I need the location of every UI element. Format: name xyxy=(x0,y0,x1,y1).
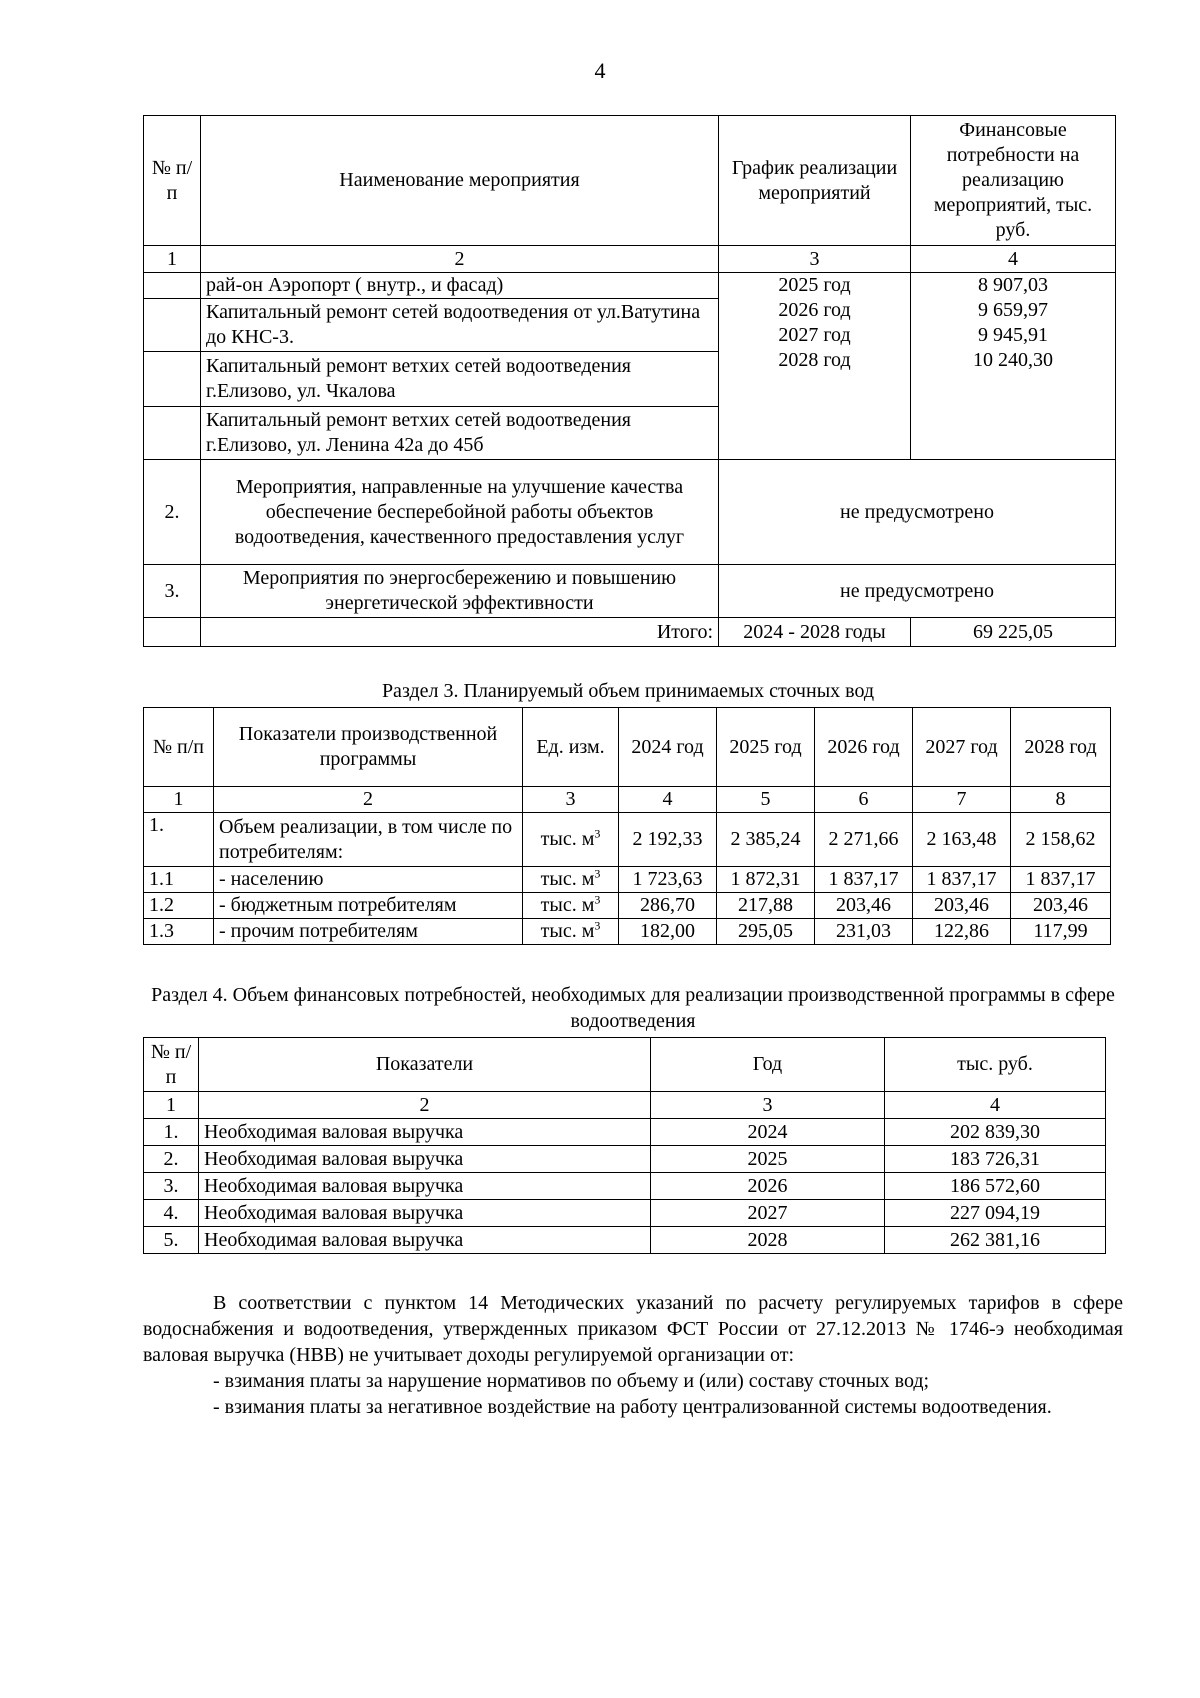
section4-caption: Раздел 4. Объем финансовых потребностей, необходимых для реализации производственной программы в сфере водоотведения xyxy=(151,984,1115,1032)
unit-label: тыс. м xyxy=(540,894,595,916)
indicator-name: - бюджетным потребителям xyxy=(214,893,523,919)
indicator-name: Необходимая валовая выручка xyxy=(199,1200,651,1227)
column-header: Наименование мероприятия xyxy=(201,116,719,246)
indicator-name: Объем реализации, в том числе по потребителям: xyxy=(214,813,523,867)
header-row xyxy=(144,708,1111,787)
wastewater-volume-table xyxy=(143,707,1111,945)
section-row xyxy=(144,460,1116,565)
column-number: 3 xyxy=(719,246,911,273)
financial-needs-table xyxy=(143,1037,1106,1254)
column-header: Год xyxy=(651,1038,885,1092)
column-number: 6 xyxy=(815,787,913,813)
indicator-name: - прочим потребителям xyxy=(214,919,523,945)
section-row xyxy=(144,565,1116,618)
volume-value: 2 385,24 xyxy=(717,813,815,867)
year-cell: 2027 xyxy=(651,1200,885,1227)
note-bullet: - взимания платы за негативное воздействие на работу централизованной системы водоотведения. xyxy=(213,1396,1052,1418)
row-number xyxy=(144,618,201,647)
column-number: 4 xyxy=(619,787,717,813)
not-provided-cell: не предусмотрено xyxy=(719,565,1116,618)
unit-exponent: 3 xyxy=(594,866,601,881)
note-bullet: - взимания платы за нарушение нормативов по объему и (или) составу сточных вод; xyxy=(213,1370,930,1392)
unit-cell xyxy=(523,919,619,945)
row-number: 2. xyxy=(144,1146,199,1173)
activity-name: рай-он Аэропорт ( внутр., и фасад) xyxy=(201,273,719,299)
indicator-name: - населению xyxy=(214,867,523,893)
volume-value: 203,46 xyxy=(913,893,1011,919)
volume-value: 203,46 xyxy=(1011,893,1111,919)
column-header: тыс. руб. xyxy=(885,1038,1106,1092)
amount-value: 10 240,30 xyxy=(973,349,1053,371)
volume-row xyxy=(144,919,1111,945)
column-header: № п/п xyxy=(144,1038,199,1092)
unit-exponent: 3 xyxy=(594,892,601,907)
total-label: Итого: xyxy=(201,618,719,647)
unit-exponent: 3 xyxy=(594,826,601,841)
indicator-name: Необходимая валовая выручка xyxy=(199,1173,651,1200)
total-period: 2024 - 2028 годы xyxy=(719,618,911,647)
volume-value: 2 271,66 xyxy=(815,813,913,867)
column-header: 2025 год xyxy=(717,708,815,787)
column-number: 1 xyxy=(144,246,201,273)
row-number: 3. xyxy=(144,1173,199,1200)
indicator-name: Необходимая валовая выручка xyxy=(199,1146,651,1173)
volume-value: 122,86 xyxy=(913,919,1011,945)
header-row xyxy=(144,1038,1106,1092)
revenue-row xyxy=(144,1119,1106,1146)
revenue-row xyxy=(144,1200,1106,1227)
revenue-row xyxy=(144,1173,1106,1200)
column-header: График реализации мероприятий xyxy=(719,116,911,246)
column-header: 2024 год xyxy=(619,708,717,787)
amount-value: 8 907,03 xyxy=(978,274,1048,296)
unit-cell xyxy=(523,813,619,867)
amount-cell: 202 839,30 xyxy=(885,1119,1106,1146)
year-cell: 2028 xyxy=(651,1227,885,1254)
row-number: 1.2 xyxy=(144,893,214,919)
volume-value: 203,46 xyxy=(815,893,913,919)
year-cell: 2025 xyxy=(651,1146,885,1173)
volume-value: 286,70 xyxy=(619,893,717,919)
amount-value: 9 659,97 xyxy=(978,299,1048,321)
volume-value: 182,00 xyxy=(619,919,717,945)
amount-value: 9 945,91 xyxy=(978,324,1048,346)
unit-cell xyxy=(523,867,619,893)
column-header: Финансовые потребности на реализацию мероприятий, тыс. руб. xyxy=(911,116,1116,246)
row-number: 2. xyxy=(144,460,201,565)
volume-value: 1 837,17 xyxy=(815,867,913,893)
year-cell: 2026 xyxy=(651,1173,885,1200)
unit-label: тыс. м xyxy=(540,828,595,850)
amount-cell: 262 381,16 xyxy=(885,1227,1106,1254)
activity-row xyxy=(144,273,1116,299)
activities-table xyxy=(143,115,1116,647)
volume-row xyxy=(144,813,1111,867)
volume-value: 2 192,33 xyxy=(619,813,717,867)
schedule-year: 2028 год xyxy=(778,349,851,371)
column-number-row xyxy=(144,787,1111,813)
indicator-name: Необходимая валовая выручка xyxy=(199,1119,651,1146)
column-number: 2 xyxy=(214,787,523,813)
column-header: Ед. изм. xyxy=(523,708,619,787)
column-number: 1 xyxy=(144,787,214,813)
column-number: 5 xyxy=(717,787,815,813)
unit-cell xyxy=(523,893,619,919)
row-number xyxy=(144,299,201,352)
volume-row xyxy=(144,893,1111,919)
revenue-row xyxy=(144,1146,1106,1173)
schedule-year: 2027 год xyxy=(778,324,851,346)
column-header: 2028 год xyxy=(1011,708,1111,787)
unit-label: тыс. м xyxy=(540,868,595,890)
not-provided-cell: не предусмотрено xyxy=(719,460,1116,565)
unit-label: тыс. м xyxy=(540,920,595,942)
column-header: Показатели производственной программы xyxy=(214,708,523,787)
row-number xyxy=(144,273,201,299)
notes-text xyxy=(143,1290,1123,1420)
indicator-name: Необходимая валовая выручка xyxy=(199,1227,651,1254)
column-number: 3 xyxy=(523,787,619,813)
column-header: № п/п xyxy=(144,708,214,787)
schedule-cell xyxy=(719,273,911,460)
volume-value: 2 158,62 xyxy=(1011,813,1111,867)
column-number: 3 xyxy=(651,1092,885,1119)
activity-name: Капитальный ремонт ветхих сетей водоотведения г.Елизово, ул. Ленина 42а до 45б xyxy=(201,407,719,460)
volume-value: 1 837,17 xyxy=(913,867,1011,893)
amount-cell: 183 726,31 xyxy=(885,1146,1106,1173)
note-paragraph: В соответствии с пунктом 14 Методических указаний по расчету регулируемых тарифов в сфере водоснабжения и водоотведения, утвержденных приказом ФСТ России от 27.12.2013 № 1746-э необходимая валовая выручка (НВВ) не учитывает доходы регулируемой организации от: xyxy=(143,1292,1123,1366)
column-number: 8 xyxy=(1011,787,1111,813)
activity-name: Капитальный ремонт ветхих сетей водоотведения г.Елизово, ул. Чкалова xyxy=(201,352,719,407)
schedule-year: 2025 год xyxy=(778,274,851,296)
row-number: 5. xyxy=(144,1227,199,1254)
row-number: 3. xyxy=(144,565,201,618)
volume-value: 217,88 xyxy=(717,893,815,919)
page-number: 4 xyxy=(594,58,606,83)
volume-value: 1 837,17 xyxy=(1011,867,1111,893)
column-number: 4 xyxy=(885,1092,1106,1119)
volume-row xyxy=(144,867,1111,893)
row-number: 1.1 xyxy=(144,867,214,893)
column-header: 2026 год xyxy=(815,708,913,787)
total-row xyxy=(144,618,1116,647)
row-number xyxy=(144,352,201,407)
year-cell: 2024 xyxy=(651,1119,885,1146)
total-amount: 69 225,05 xyxy=(911,618,1116,647)
row-number xyxy=(144,407,201,460)
amount-cell: 227 094,19 xyxy=(885,1200,1106,1227)
row-number: 1. xyxy=(144,1119,199,1146)
column-number: 2 xyxy=(199,1092,651,1119)
unit-exponent: 3 xyxy=(594,918,601,933)
activity-name: Мероприятия по энергосбережению и повышению энергетической эффективности xyxy=(201,565,719,618)
volume-value: 231,03 xyxy=(815,919,913,945)
activity-name: Капитальный ремонт сетей водоотведения от ул.Ватутина до КНС-3. xyxy=(201,299,719,352)
schedule-year: 2026 год xyxy=(778,299,851,321)
column-number-row xyxy=(144,246,1116,273)
volume-value: 1 723,63 xyxy=(619,867,717,893)
amount-cell: 186 572,60 xyxy=(885,1173,1106,1200)
row-number: 4. xyxy=(144,1200,199,1227)
row-number: 1.3 xyxy=(144,919,214,945)
section3-caption: Раздел 3. Планируемый объем принимаемых сточных вод xyxy=(381,680,875,702)
column-number-row xyxy=(144,1092,1106,1119)
volume-value: 1 872,31 xyxy=(717,867,815,893)
header-row xyxy=(144,116,1116,246)
volume-value: 2 163,48 xyxy=(913,813,1011,867)
column-header: 2027 год xyxy=(913,708,1011,787)
row-number: 1. xyxy=(144,813,214,867)
volume-value: 117,99 xyxy=(1011,919,1111,945)
amount-cell xyxy=(911,273,1116,460)
column-header: № п/п xyxy=(144,116,201,246)
activity-name: Мероприятия, направленные на улучшение качества обеспечение бесперебойной работы объектов водоотведения, качественного предоставления услуг xyxy=(201,460,719,565)
column-number: 4 xyxy=(911,246,1116,273)
column-number: 1 xyxy=(144,1092,199,1119)
column-number: 2 xyxy=(201,246,719,273)
volume-value: 295,05 xyxy=(717,919,815,945)
column-number: 7 xyxy=(913,787,1011,813)
revenue-row xyxy=(144,1227,1106,1254)
column-header: Показатели xyxy=(199,1038,651,1092)
